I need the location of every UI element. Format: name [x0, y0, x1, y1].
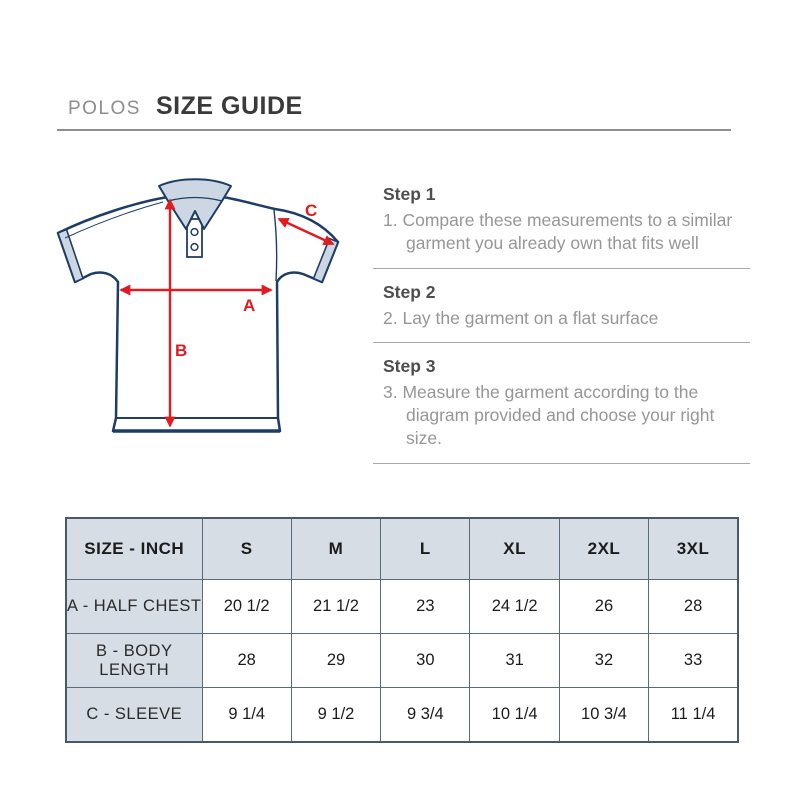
label-a: A: [243, 296, 256, 315]
value-cell: 28: [202, 634, 291, 688]
instructions-panel: [373, 184, 750, 477]
button-bottom: [191, 244, 198, 251]
value-cell: 26: [559, 580, 648, 634]
polo-diagram: [45, 165, 375, 455]
value-cell: 10 3/4: [559, 688, 648, 743]
page-header: [57, 92, 731, 131]
value-cell: 24 1/2: [470, 580, 559, 634]
step-3-text: 3. Measure the garment according to the diagram provided and choose your right size.: [383, 381, 715, 449]
header-cell-m: M: [291, 518, 380, 580]
step-2-title: Step 2: [383, 281, 436, 302]
value-cell: 9 3/4: [381, 688, 470, 743]
value-cell: 20 1/2: [202, 580, 291, 634]
size-table: [65, 517, 739, 743]
table-row-body-length: [66, 634, 738, 688]
row-label-sleeve: C - SLEEVE: [66, 688, 202, 743]
header-cell-size-inch: SIZE - INCH: [66, 518, 202, 580]
row-label-half-chest: A - HALF CHEST: [66, 580, 202, 634]
value-cell: 31: [470, 634, 559, 688]
value-cell: 23: [381, 580, 470, 634]
value-cell: 32: [559, 634, 648, 688]
value-cell: 33: [649, 634, 738, 688]
step-1: [373, 184, 750, 269]
table-row-half-chest: [66, 580, 738, 634]
step-1-text: 1. Compare these measurements to a similar garment you already own that fits well: [383, 210, 733, 254]
step-1-title: Step 1: [383, 184, 436, 204]
header-cell-3xl: 3XL: [649, 518, 738, 580]
header-cell-2xl: 2XL: [559, 518, 648, 580]
step-3-title: Step 3: [383, 355, 436, 376]
value-cell: 29: [291, 634, 380, 688]
value-cell: 9 1/4: [202, 688, 291, 743]
step-3: [373, 356, 750, 464]
label-c: C: [305, 201, 318, 220]
header-cell-s: S: [202, 518, 291, 580]
page-title-text: SIZE GUIDE: [155, 92, 303, 120]
page-title: [57, 92, 731, 123]
table-row-sleeve: [66, 688, 738, 743]
step-2: [373, 282, 750, 343]
value-cell: 10 1/4: [470, 688, 559, 743]
row-label-body-length: B - BODY LENGTH: [66, 634, 202, 688]
header-cell-xl: XL: [470, 518, 559, 580]
step-2-text: 2. Lay the garment on a flat surface: [383, 307, 659, 328]
label-b: B: [175, 341, 188, 360]
value-cell: 30: [381, 634, 470, 688]
value-cell: 9 1/2: [291, 688, 380, 743]
header-divider: [57, 129, 731, 131]
button-top: [191, 229, 198, 236]
header-cell-l: L: [381, 518, 470, 580]
value-cell: 11 1/4: [649, 688, 738, 743]
value-cell: 21 1/2: [291, 580, 380, 634]
category-label: POLOS: [68, 98, 141, 119]
value-cell: 28: [649, 580, 738, 634]
size-table-header-row: [66, 518, 738, 580]
